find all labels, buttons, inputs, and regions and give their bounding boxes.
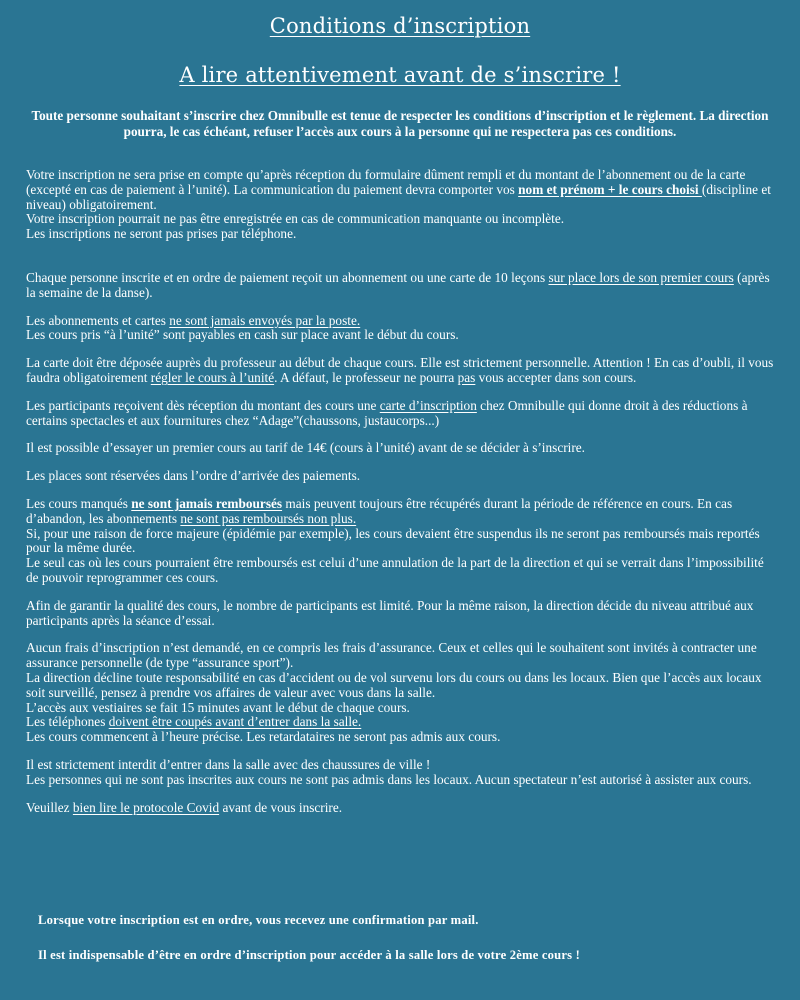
underlined-text: ne sont pas remboursés non plus. — [180, 510, 357, 526]
text: Chaque personne inscrite et en ordre de paiement reçoit un abonnement ou une carte de 10 leçons — [26, 269, 549, 285]
emphasis-text: nom et prénom + le cours choisi — [518, 181, 702, 197]
text: chez Omnibulle qui donne droit à des réductions à certains spectacles et aux fournitures chez “Adage”(chaussons, justaucorps...) — [26, 397, 748, 428]
text: Les téléphones — [26, 714, 109, 730]
underlined-text: carte d’inscription — [379, 397, 477, 413]
paragraph-membership-card — [26, 399, 774, 429]
text: Les inscriptions ne seront pas prises par téléphone. — [26, 226, 297, 242]
text: Si, pour une raison de force majeure (épidémie par exemple), les cours devaient être suspendus ils ne seront pas remboursés mais reportés pour la même durée. — [26, 525, 760, 556]
paragraph-subscriptions — [26, 314, 774, 344]
paragraph-covid — [26, 801, 774, 816]
paragraph-quality: Afin de garantir la qualité des cours, le nombre de participants est limité. Pour la même raison, la direction décide du niveau attribué aux participants après la séance d’essai. — [26, 597, 754, 628]
footer-requirement: Il est indispensable d’être en ordre d’inscription pour accéder à la salle lors de votre 2ème cours ! — [38, 948, 580, 962]
text: avant de vous inscrire. — [219, 799, 343, 815]
paragraph-registration — [26, 168, 774, 242]
text: (après la semaine de la danse). — [26, 269, 770, 300]
intro-text: Toute personne souhaitant s’inscrire chez Omnibulle est tenue de respecter les conditions d’inscription et le règlement. La direction pourra, le cas échéant, refuser l’accès aux cours à la personne qui ne respectera pas ces conditions. — [31, 108, 769, 139]
text: Les personnes qui ne sont pas inscrites aux cours ne sont pas admis dans les locaux. Aucun spectateur n’est autorisé à assister aux cours. — [26, 771, 752, 787]
underlined-text: doivent être coupés avant d’entrer dans la salle. — [108, 714, 362, 730]
conditions-body — [26, 168, 774, 828]
text: Il est strictement interdit d’entrer dans la salle avec des chaussures de ville ! — [26, 756, 431, 772]
text: Veuillez — [26, 799, 73, 815]
text: Les participants reçoivent dès réception du montant des cours une — [26, 397, 380, 413]
text: Les cours manqués — [26, 495, 132, 511]
text: Le seul cas où les cours pourraient être remboursés est celui d’une annulation de la part de la direction et qui se verrait dans l’impossibilité de pouvoir reprogrammer ces cours. — [26, 555, 764, 585]
underlined-text: sur place lors de son premier cours — [548, 269, 734, 285]
page-title: Conditions d’inscription — [269, 14, 531, 38]
text: Les cours pris “à l’unité” sont payables en cash sur place avant le début du cours. — [26, 327, 459, 343]
text: (discipline et niveau) obligatoirement. — [26, 181, 771, 212]
underlined-text: ne sont jamais envoyés par la poste. — [169, 312, 361, 328]
paragraph-shoes — [26, 758, 774, 788]
emphasis-text: ne sont jamais remboursés — [131, 495, 283, 511]
text: La carte doit être déposée auprès du professeur au début de chaque cours. Elle est strictement personnelle. Attention ! En cas d’oubli, il vous faudra obligatoirement — [26, 355, 774, 385]
underlined-text: pas — [457, 369, 476, 385]
text: Votre inscription pourrait ne pas être enregistrée en cas de communication manquante ou incomplète. — [26, 211, 565, 227]
text: La direction décline toute responsabilité en cas d’accident ou de vol survenu lors du cours ou dans les locaux. Bien que l’accès aux locaux soit surveillé, pensez à prendre vos affaires de valeur avec vous dans la salle. — [26, 669, 762, 700]
underlined-text: régler le cours à l’unité — [150, 369, 275, 385]
paragraph-card-deposit — [26, 356, 774, 386]
text: . A défaut, le professeur ne pourra — [274, 369, 458, 385]
covid-protocol-link[interactable]: bien lire le protocole Covid — [72, 799, 220, 815]
footer-confirmation: Lorsque votre inscription est en ordre, vous recevez une confirmation par mail. — [38, 913, 479, 927]
page-subtitle: A lire attentivement avant de s’inscrire ! — [179, 63, 621, 87]
text: Les cours commencent à l’heure précise. Les retardataires ne seront pas admis aux cours. — [26, 729, 501, 745]
paragraph-insurance — [26, 641, 774, 745]
text: Aucun frais d’inscription n’est demandé, en ce compris les frais d’assurance. Ceux et celles qui le souhaitent sont invités à contracter une assurance personnelle (de type “assurance sport”). — [26, 640, 757, 671]
text: mais peuvent toujours être récupérés durant la période de référence en cours. En cas d’abandon, les abonnements — [26, 495, 733, 526]
text: Les abonnements et cartes — [26, 312, 170, 328]
text: L’accès aux vestiaires se fait 15 minutes avant le début de chaque cours. — [26, 699, 410, 715]
paragraph-places: Les places sont réservées dans l’ordre d’arrivée des paiements. — [26, 468, 361, 484]
paragraph-trial: Il est possible d’essayer un premier cours au tarif de 14€ (cours à l’unité) avant de se décider à s’inscrire. — [26, 440, 585, 456]
text: Votre inscription ne sera prise en compte qu’après réception du formulaire dûment rempli et du montant de l’abonnement ou de la carte (excepté en cas de paiement à l’unité). La communication du paiement devra comporter vos — [26, 167, 746, 197]
paragraph-refunds — [26, 497, 774, 586]
text: vous accepter dans son cours. — [475, 369, 637, 385]
paragraph-card — [26, 271, 774, 301]
